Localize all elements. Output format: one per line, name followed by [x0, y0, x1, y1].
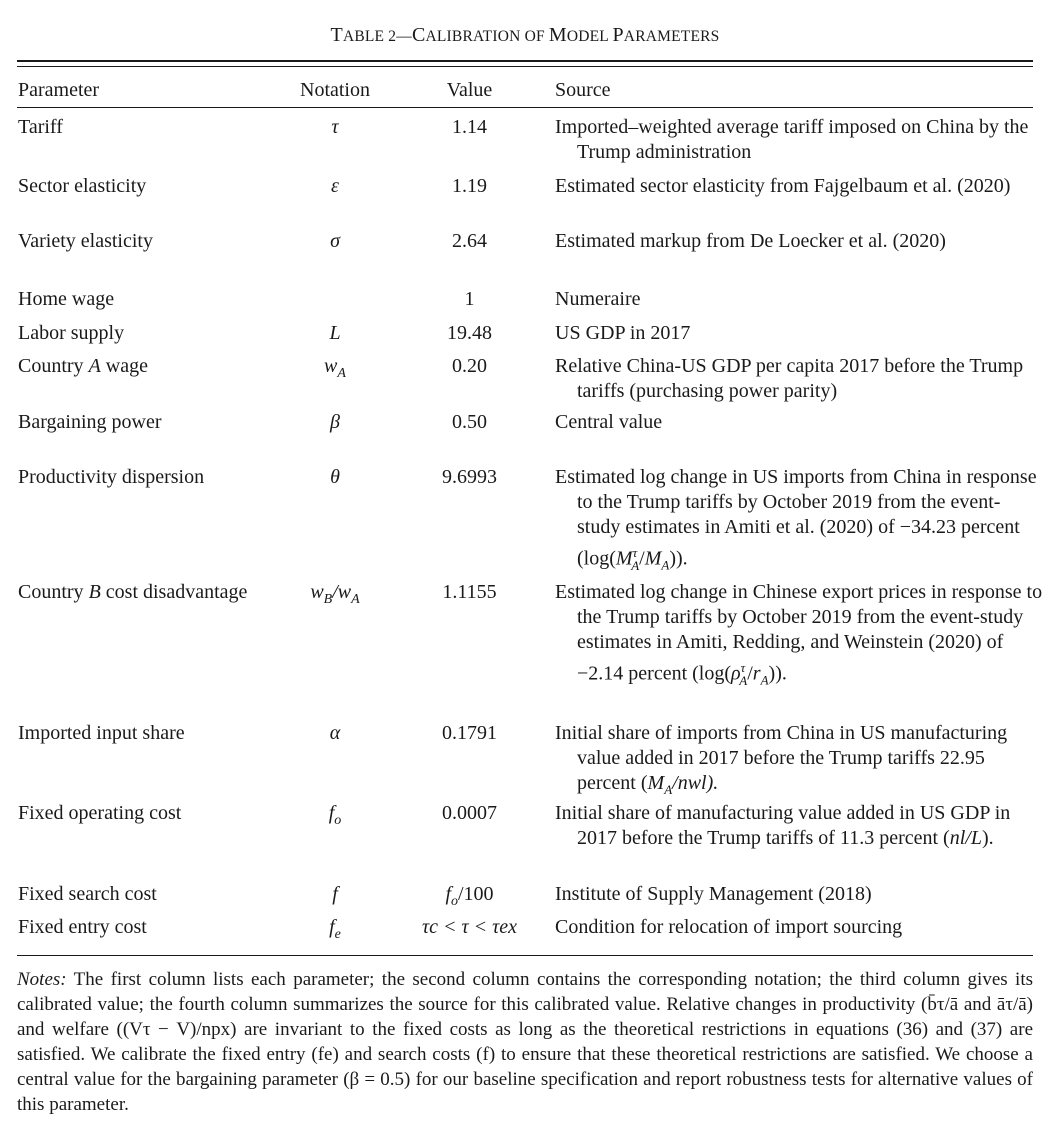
notation-labor-supply: L: [329, 322, 341, 344]
source-bargaining-power: Central value: [555, 411, 663, 433]
notation-imported-input-share: α: [329, 722, 341, 744]
notation-fixed-search-cost: f: [332, 883, 338, 905]
notation-fixed-operating-cost: $f_o$: [328, 802, 342, 828]
value-tariff: 1.14: [452, 116, 487, 138]
value-home-wage: 1: [464, 288, 475, 310]
notation-productivity-dispersion: θ: [330, 466, 340, 488]
param-country-a-wage: Country A wage: [18, 355, 148, 377]
top-rule-thin: [17, 66, 1033, 67]
value-country-b-cost: 1.1155: [442, 581, 497, 603]
param-bargaining-power: Bargaining power: [18, 411, 162, 433]
header-source: Source: [555, 79, 611, 101]
source-variety-elasticity: Estimated markup from De Loecker et al. (2020): [555, 230, 946, 252]
notes-label: Notes:: [17, 969, 67, 990]
notation-tariff: τ: [331, 116, 339, 138]
notation-variety-elasticity: σ: [330, 230, 340, 252]
value-sector-elasticity: 1.19: [452, 175, 487, 197]
source-fixed-operating-cost: Initial share of manufacturing value added in US GDP in 2017 before the Trump tariffs of 11.3 percent (nl/L).: [555, 802, 1011, 849]
header-parameter: Parameter: [18, 79, 100, 101]
param-fixed-search-cost: Fixed search cost: [18, 883, 157, 905]
table-notes: [17, 967, 1033, 1117]
source-labor-supply: US GDP in 2017: [555, 322, 691, 344]
header-notation: Notation: [300, 79, 370, 101]
table-caption: TABLE 2—CALIBRATION OF MODEL PARAMETERS: [330, 24, 720, 46]
source-productivity-dispersion: Estimated log change in US imports from China in response to the Trump tariffs by October 2019 from the event-study estimates in Amiti et al. (2020) of −34.23 percent $(\log(M^\tau_A/M_A))$.: [555, 466, 1037, 573]
source-home-wage: Numeraire: [555, 288, 641, 310]
source-fixed-entry-cost: Condition for relocation of import sourcing: [555, 916, 903, 938]
value-fixed-search-cost: $f_o/100$: [445, 883, 494, 909]
header-rule: [17, 107, 1033, 108]
value-variety-elasticity: 2.64: [452, 230, 487, 252]
source-sector-elasticity: Estimated sector elasticity from Fajgelbaum et al. (2020): [555, 175, 1011, 197]
notation-country-b-cost: $w_B/w_A$: [310, 581, 360, 607]
value-productivity-dispersion: 9.6993: [442, 466, 497, 488]
param-variety-elasticity: Variety elasticity: [18, 230, 153, 252]
value-imported-input-share: 0.1791: [442, 722, 497, 744]
value-fixed-operating-cost: 0.0007: [442, 802, 497, 824]
source-imported-input-share: Initial share of imports from China in US manufacturing value added in 2017 before the Trump tariffs 22.95 percent $(M_A/nwl)$.: [555, 722, 1008, 797]
param-productivity-dispersion: Productivity dispersion: [18, 466, 205, 488]
param-fixed-operating-cost: Fixed operating cost: [18, 802, 182, 824]
param-country-b-cost: Country B cost disadvantage: [18, 581, 248, 603]
source-country-a-wage: Relative China-US GDP per capita 2017 before the Trump tariffs (purchasing power parity): [555, 355, 1024, 402]
source-fixed-search-cost: Institute of Supply Management (2018): [555, 883, 872, 905]
value-labor-supply: 19.48: [447, 322, 492, 344]
value-country-a-wage: 0.20: [452, 355, 487, 377]
value-fixed-entry-cost: τc < τ < τex: [421, 916, 518, 938]
top-rule-thick: [17, 60, 1033, 62]
source-country-b-cost: Estimated log change in Chinese export prices in response to the Trump tariffs by October 2019 from the event-study estimates in Amiti, Redding, and Weinstein (2020) of −2.14 percent $(\log(\rho^\tau_A/r_A))$.: [555, 581, 1043, 688]
param-labor-supply: Labor supply: [18, 322, 125, 344]
notation-bargaining-power: β: [330, 411, 340, 433]
value-bargaining-power: 0.50: [452, 411, 487, 433]
param-imported-input-share: Imported input share: [18, 722, 185, 744]
param-fixed-entry-cost: Fixed entry cost: [18, 916, 147, 938]
notes-text: The first column lists each parameter; the second column contains the corresponding notation; the third column gives its calibrated value; the fourth column summarizes the source for this calibrated value. Relative changes in productivity (b̄τ/ā and āτ/ā) and welfare ((Vτ − V)/npx) are invariant to the fixed costs as long as the theoretical restrictions in equations (36) and (37) are satisfied. We calibrate the fixed entry (fe) and search costs (f) to ensure that these theoretical restrictions are satisfied. We choose a central value for the bargaining parameter (β = 0.5) for our baseline specification and report robustness tests for alternative values of this parameter.: [17, 969, 1033, 1115]
notation-sector-elasticity: ε: [331, 175, 339, 197]
bottom-rule: [17, 955, 1033, 956]
param-home-wage: Home wage: [18, 288, 115, 310]
header-value: Value: [446, 79, 493, 101]
notation-fixed-entry-cost: $f_e$: [329, 916, 341, 942]
param-tariff: Tariff: [18, 116, 63, 138]
source-tariff: Imported–weighted average tariff imposed on China by the Trump administration: [555, 116, 1029, 163]
param-sector-elasticity: Sector elasticity: [18, 175, 147, 197]
notation-country-a-wage: $w_A$: [324, 355, 346, 381]
